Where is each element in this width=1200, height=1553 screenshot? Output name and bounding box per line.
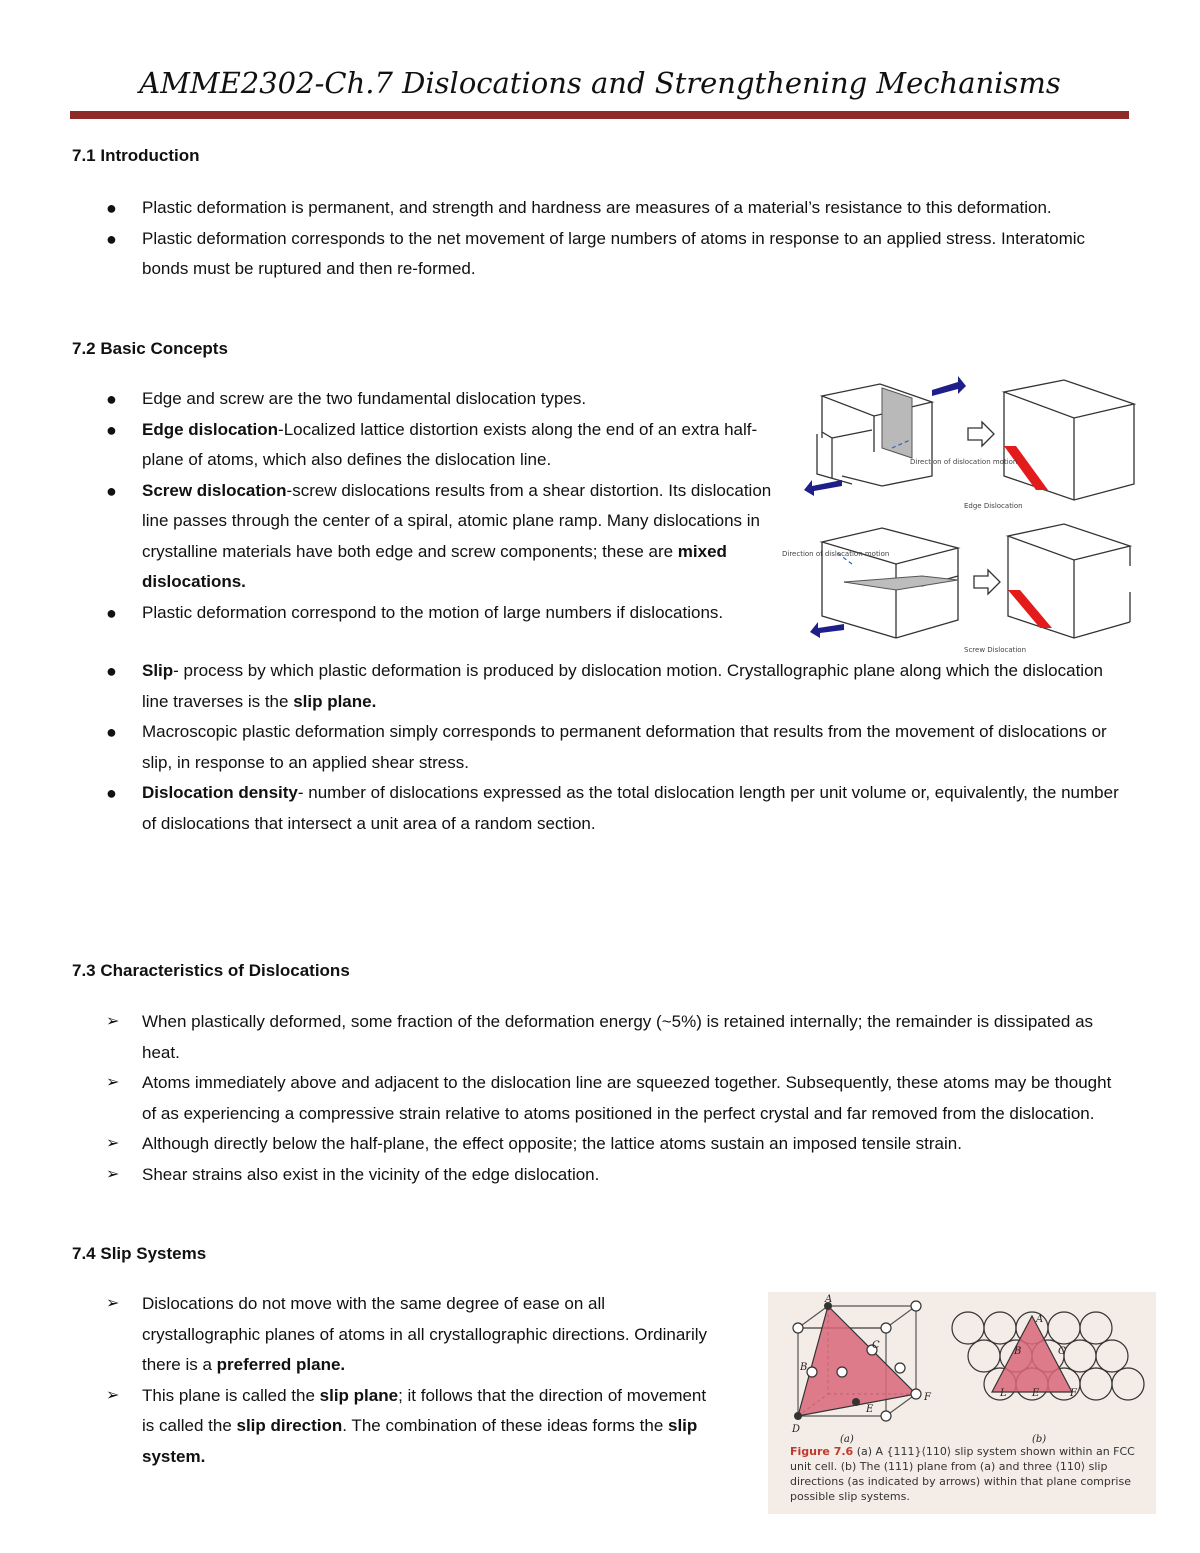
list-item: ➢ Although directly below the half-plane, the effect opposite; the lattice atoms sustain an imposed tensile strain. xyxy=(72,1129,1130,1160)
bullet-icon: ● xyxy=(106,228,117,249)
list-item: ● Plastic deformation is permanent, and strength and hardness are measures of a material’s resistance to this deformation. xyxy=(72,193,1122,224)
slip-system-figure xyxy=(768,1292,1156,1514)
svg-text:A: A xyxy=(1036,1314,1044,1325)
list-item: ➢ Shear strains also exist in the vicinity of the edge dislocation. xyxy=(72,1160,1130,1191)
title-rule xyxy=(70,111,1129,119)
bullet-icon: ● xyxy=(106,783,117,803)
arrow-bullet-icon: ➢ xyxy=(106,1074,120,1091)
bullet-icon: ● xyxy=(106,602,117,623)
fig1-label-motion-2: Direction of dislocation motion xyxy=(782,550,890,558)
characteristics-list xyxy=(72,1007,1130,1190)
bullet-icon: ● xyxy=(106,198,117,218)
list-item: ➢ When plastically deformed, some fraction of the deformation energy (~5%) is retained internally; the remainder is dissipated as heat. xyxy=(72,1007,1130,1068)
svg-text:E: E xyxy=(1032,1388,1040,1399)
svg-text:L: L xyxy=(1000,1388,1007,1399)
svg-text:B: B xyxy=(800,1362,808,1373)
list-item: ● Plastic deformation correspond to the motion of large numbers if dislocations. xyxy=(72,598,782,629)
list-item: ● Plastic deformation corresponds to the net movement of large numbers of atoms in response to an applied stress. Interatomic bonds must be ruptured and then re-formed. xyxy=(72,224,1122,285)
figure-caption: Figure 7.6 (a) A {111}⟨110⟩ slip system shown within an FCC unit cell. (b) The (111) plane from (a) and three ⟨110⟩ slip directions (as indicated by arrows) within that plane comprise possible slip systems. xyxy=(790,1445,1135,1503)
heading-basic-concepts: 7.2 Basic Concepts xyxy=(72,339,228,358)
list-item: ● Slip- process by which plastic deformation is produced by dislocation motion. Crystallographic plane along which the dislocation line traverses is the slip plane. xyxy=(72,656,1130,717)
fig1-label-edge: Edge Dislocation xyxy=(964,502,1023,510)
list-item: ● Screw dislocation-screw dislocations results from a shear distortion. Its dislocation line passes through the center of a spiral, atomic plane ramp. Many dislocations in crystalline materials have both edge and screw components; these are mixed dislocations. xyxy=(72,476,782,598)
svg-text:C: C xyxy=(872,1340,880,1351)
bullet-icon: ● xyxy=(106,661,117,681)
bullet-icon: ● xyxy=(106,722,117,742)
svg-text:F: F xyxy=(1070,1388,1077,1399)
fig1-label-screw: Screw Dislocation xyxy=(964,646,1027,654)
list-item: ● Edge dislocation-Localized lattice distortion exists along the end of an extra half-plane of atoms, which also defines the dislocation line. xyxy=(72,415,782,476)
arrow-bullet-icon: ➢ xyxy=(106,1295,120,1312)
list-item: ➢ Dislocations do not move with the same degree of ease on all crystallographic planes of atoms in all crystallographic directions. Ordinarily there is a preferred plane. xyxy=(72,1289,712,1381)
heading-introduction: 7.1 Introduction xyxy=(72,146,200,165)
list-item: ➢ This plane is called the slip plane; it follows that the direction of movement is called the slip direction. The combination of these ideas forms the slip system. xyxy=(72,1381,712,1473)
list-item: ● Edge and screw are the two fundamental dislocation types. xyxy=(72,384,782,415)
page-title: AMME2302-Ch.7 Dislocations and Strengthening Mechanisms xyxy=(139,66,1061,100)
fig2-sub-b: (b) xyxy=(1032,1434,1047,1444)
dislocation-figure xyxy=(782,376,1138,654)
list-item: ● Dislocation density- number of dislocations expressed as the total dislocation length per unit volume or, equivalently, the number of dislocations that intersect a unit area of a random section. xyxy=(72,778,1130,839)
svg-text:D: D xyxy=(792,1424,801,1435)
bullet-icon: ● xyxy=(106,389,117,409)
bullet-icon: ● xyxy=(106,419,117,440)
svg-text:A: A xyxy=(825,1294,833,1305)
fig2-sub-a: (a) xyxy=(840,1434,854,1444)
svg-text:C: C xyxy=(1058,1346,1066,1357)
list-item: ➢ Atoms immediately above and adjacent to the dislocation line are squeezed together. Subsequently, these atoms may be thought of as experiencing a compressive strain relative to atoms positioned in the perfect crystal and far removed from the dislocation. xyxy=(72,1068,1130,1129)
svg-text:E: E xyxy=(866,1404,874,1415)
intro-list xyxy=(72,193,1122,285)
bullet-icon: ● xyxy=(106,480,117,501)
heading-slip-systems: 7.4 Slip Systems xyxy=(72,1244,207,1263)
arrow-bullet-icon: ➢ xyxy=(106,1135,120,1152)
svg-text:B: B xyxy=(1014,1346,1022,1357)
slip-systems-list xyxy=(72,1289,712,1472)
basic-concepts-list-a xyxy=(72,384,782,628)
arrow-bullet-icon: ➢ xyxy=(106,1386,120,1404)
arrow-bullet-icon: ➢ xyxy=(106,1013,120,1030)
heading-characteristics: 7.3 Characteristics of Dislocations xyxy=(72,961,350,980)
list-item: ● Macroscopic plastic deformation simply corresponds to permanent deformation that results from the movement of dislocations or slip, in response to an applied shear stress. xyxy=(72,717,1130,778)
svg-text:F: F xyxy=(924,1392,931,1403)
fig1-label-motion-1: Direction of dislocation motion xyxy=(910,458,1018,466)
basic-concepts-list-b xyxy=(72,656,1130,839)
arrow-bullet-icon: ➢ xyxy=(106,1165,120,1183)
